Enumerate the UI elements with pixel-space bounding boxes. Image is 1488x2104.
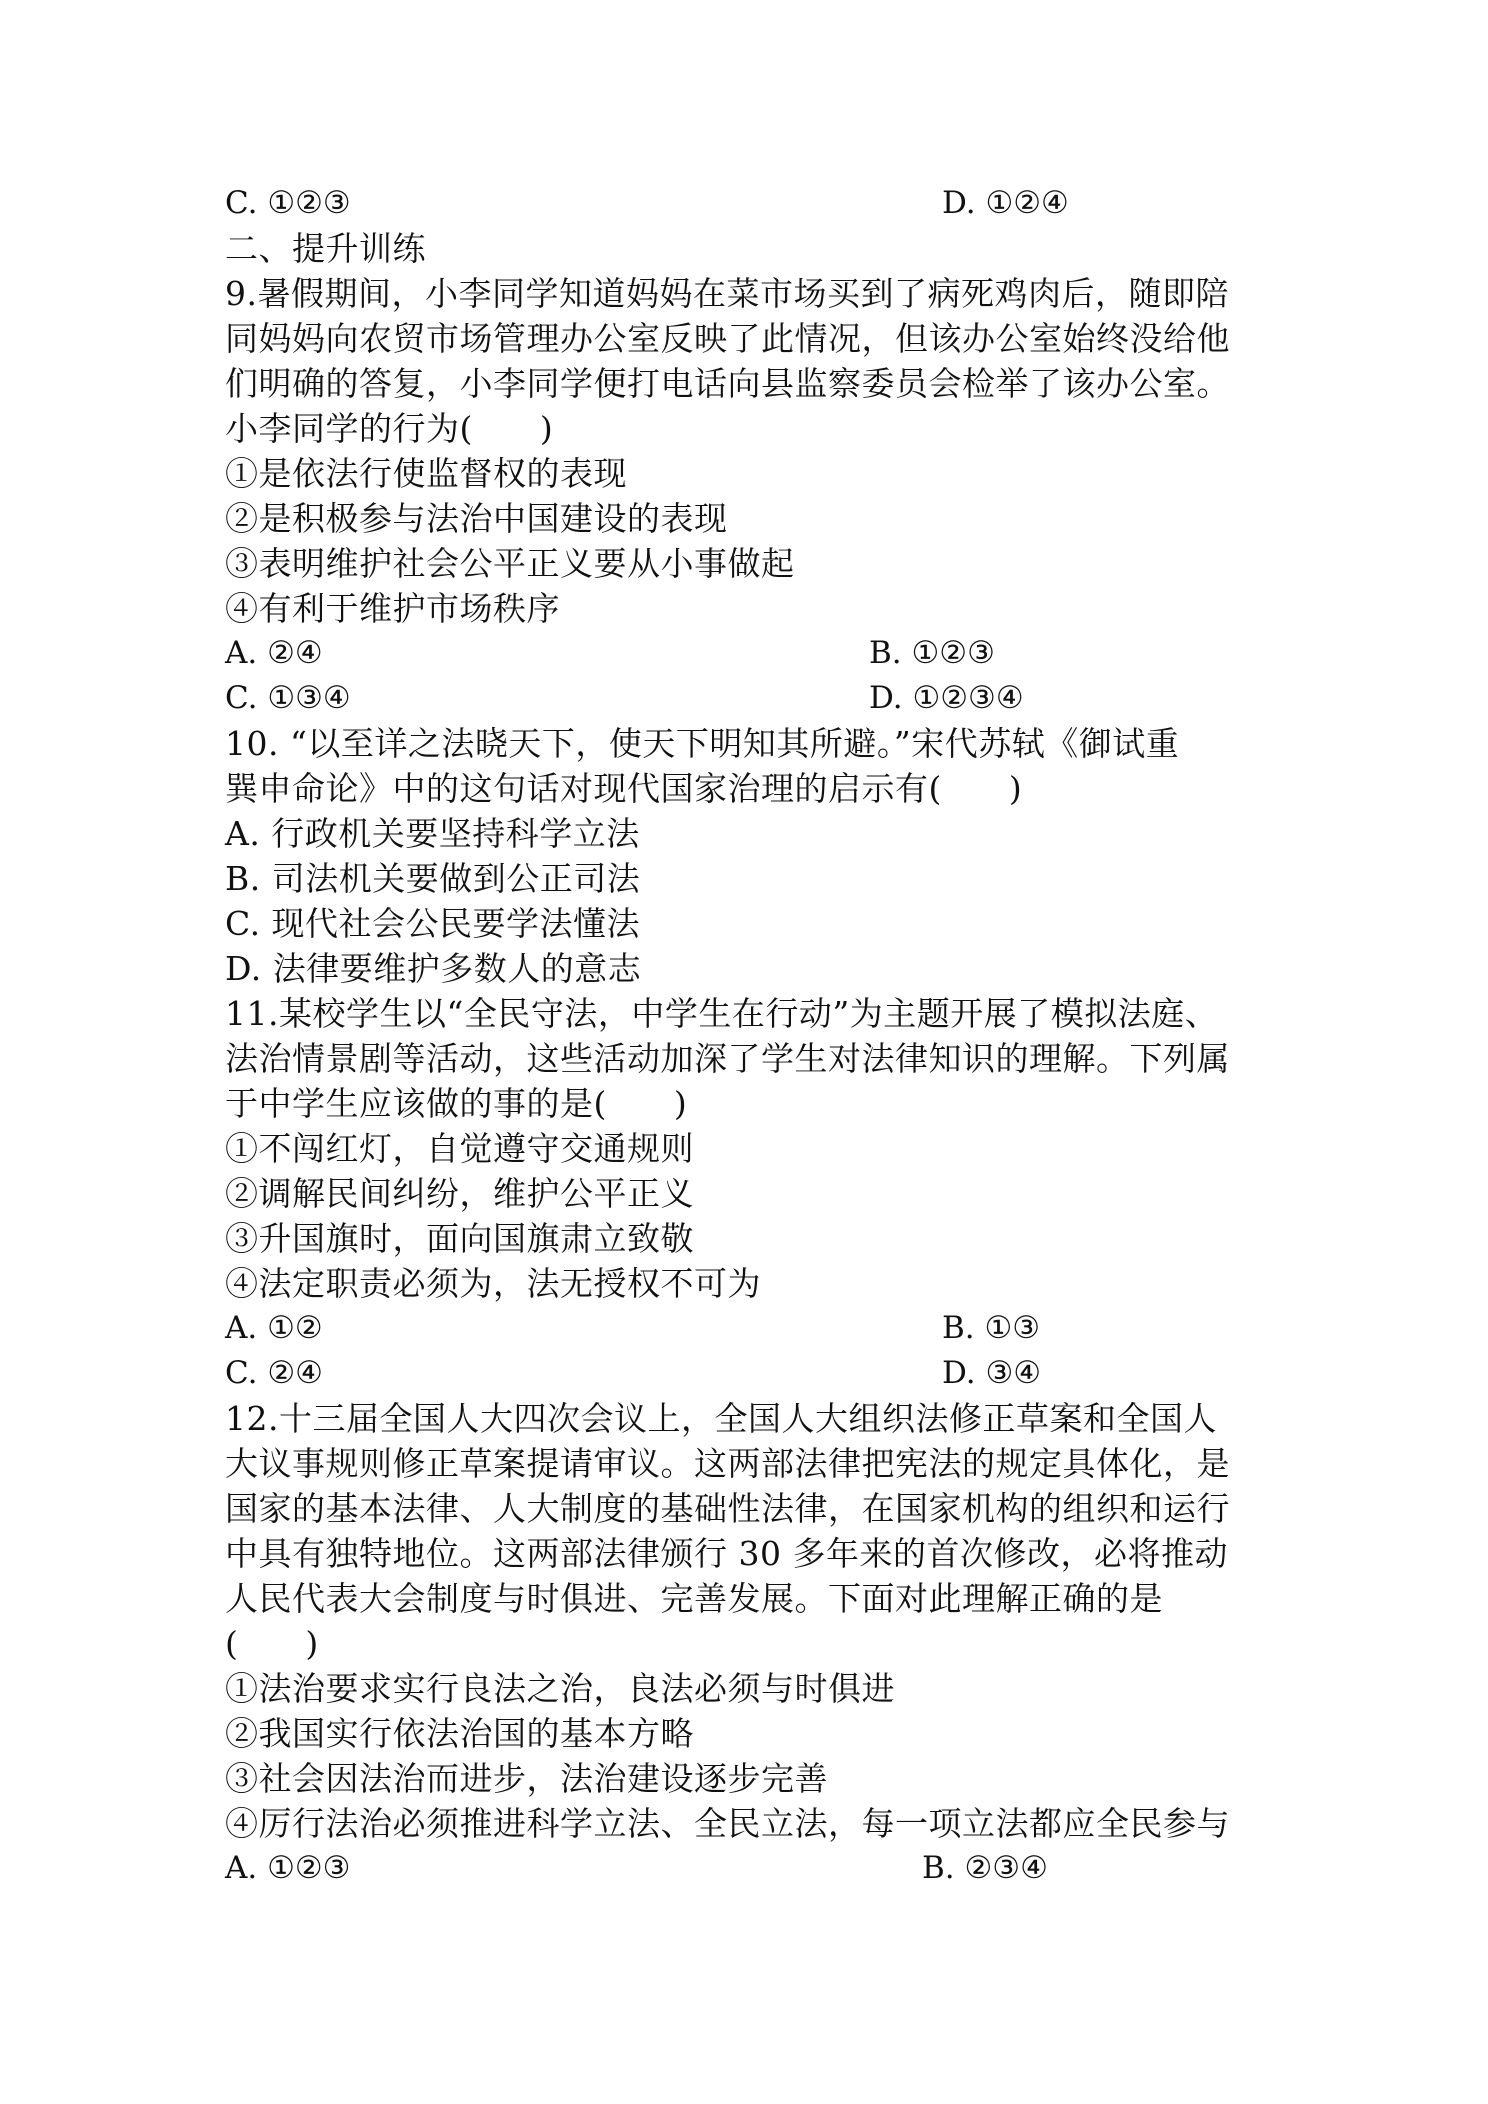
q9-item: ④有利于维护市场秩序 [225, 589, 560, 628]
q11-option-c: C. ②④ [225, 1355, 323, 1391]
q11-item: ①不闯红灯，自觉遵守交通规则 [225, 1129, 694, 1168]
q12-stem-line: 大议事规则修正草案提请审议。这两部法律把宪法的规定具体化，是 [225, 1444, 1230, 1483]
q12-stem-line: 人民代表大会制度与时俱进、完善发展。下面对此理解正确的是 [225, 1579, 1163, 1618]
q8-option-d: D. ①②④ [942, 185, 1069, 221]
section-title: 二、提升训练 [225, 229, 426, 268]
q10-option-c: C. 现代社会公民要学法懂法 [225, 904, 641, 943]
q9-option-a: A. ②④ [225, 635, 323, 671]
q11-item: ②调解民间纠纷，维护公平正义 [225, 1174, 694, 1213]
q10-stem-line: 10. “以至详之法晓天下，使天下明知其所避。”宋代苏轼《御试重 [225, 724, 1180, 763]
q10-option-d: D. 法律要维护多数人的意志 [225, 949, 642, 988]
q11-item: ③升国旗时，面向国旗肃立致敬 [225, 1219, 694, 1258]
q11-stem-line: 11.某校学生以“全民守法，中学生在行动”为主题开展了模拟法庭、 [225, 994, 1219, 1033]
q10-stem-line: 巽申命论》中的这句话对现代国家治理的启示有( ) [225, 769, 1023, 808]
q12-stem-line: 12.十三届全国人大四次会议上，全国人大组织法修正草案和全国人 [225, 1399, 1217, 1438]
q9-stem-line: 同妈妈向农贸市场管理办公室反映了此情况，但该办公室始终没给他 [225, 319, 1230, 358]
q11-stem-line: 法治情景剧等活动，这些活动加深了学生对法律知识的理解。下列属 [225, 1039, 1230, 1078]
q11-option-b: B. ①③ [942, 1310, 1041, 1346]
q9-item: ③表明维护社会公平正义要从小事做起 [225, 544, 795, 583]
q9-stem-line: 们明确的答复，小李同学便打电话向县监察委员会检举了该办公室。 [225, 364, 1230, 403]
q12-stem-line: 中具有独特地位。这两部法律颁行 30 多年来的首次修改，必将推动 [225, 1534, 1228, 1573]
q9-option-d: D. ①②③④ [869, 680, 1024, 716]
q12-stem-line: ( ) [225, 1624, 319, 1663]
q12-option-b: B. ②③④ [922, 1850, 1048, 1886]
q12-item: ①法治要求实行良法之治，良法必须与时俱进 [225, 1669, 895, 1708]
q10-option-a: A. 行政机关要坚持科学立法 [225, 814, 640, 853]
q12-stem-line: 国家的基本法律、人大制度的基础性法律，在国家机构的组织和运行 [225, 1489, 1230, 1528]
q9-item: ①是依法行使监督权的表现 [225, 454, 627, 493]
q9-option-c: C. ①③④ [225, 680, 351, 716]
q12-item: ③社会因法治而进步，法治建设逐步完善 [225, 1759, 828, 1798]
q11-option-a: A. ①② [225, 1310, 323, 1346]
q12-option-a: A. ①②③ [225, 1850, 351, 1886]
q9-stem-line: 小李同学的行为( ) [225, 409, 554, 448]
q12-item: ④厉行法治必须推进科学立法、全民立法，每一项立法都应全民参与 [225, 1804, 1230, 1843]
q11-item: ④法定职责必须为，法无授权不可为 [225, 1264, 761, 1303]
q10-option-b: B. 司法机关要做到公正司法 [225, 859, 641, 898]
q8-option-c: C. ①②③ [225, 185, 351, 221]
q9-item: ②是积极参与法治中国建设的表现 [225, 499, 728, 538]
q12-item: ②我国实行依法治国的基本方略 [225, 1714, 694, 1753]
q9-stem-line: 9.暑假期间，小李同学知道妈妈在菜市场买到了病死鸡肉后，随即陪 [225, 274, 1229, 313]
q11-option-d: D. ③④ [942, 1355, 1042, 1391]
q11-stem-line: 于中学生应该做的事的是( ) [225, 1084, 688, 1123]
q9-option-b: B. ①②③ [869, 635, 995, 671]
